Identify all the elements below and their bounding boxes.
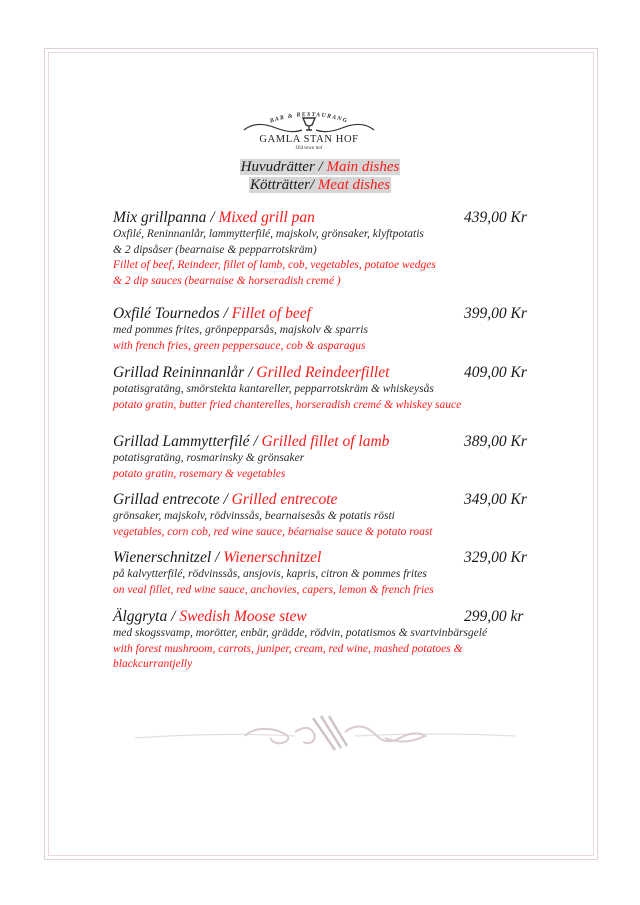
- heading-main-en: Main dishes: [326, 159, 400, 175]
- dish-name-en: Grilled fillet of lamb: [261, 433, 390, 450]
- logo-top-text: BAR & RESTAURANG: [269, 111, 349, 125]
- heading-meat-sv: Kötträtter/: [249, 177, 318, 193]
- dish-description-en: with forest mushroom, carrots, juniper, cream, red wine, mashed potatoes &: [113, 642, 463, 655]
- dish-name-en: Grilled Reindeerfillet: [256, 364, 390, 381]
- dish-description-en: potato gratin, butter fried chanterelles, horseradish cremé & whiskey sauce: [113, 398, 462, 411]
- dish-description-en: Fillet of beef, Reindeer, fillet of lamb, cob, vegetables, potatoe wedges: [113, 259, 436, 271]
- dish-name-sv: Mix grillpanna /: [113, 209, 219, 226]
- dish-description-sv: & 2 dipsåser (bearnaise & pepparrotskräm): [113, 243, 317, 256]
- dish-description-en: vegetables, corn cob, red wine sauce, béarnaise sauce & potato roast: [113, 525, 433, 538]
- dish-name-sv: Oxfilé Tournedos /: [113, 305, 232, 322]
- dish-description-en: & 2 dip sauces (bearnaise & horseradish cremé ): [113, 274, 341, 287]
- dish-name-sv: Wienerschnitzel /: [113, 549, 224, 566]
- dish-name-en: Fillet of beef: [231, 305, 311, 322]
- logo-subtitle: Old town hof: [295, 146, 323, 151]
- menu-item: [113, 209, 533, 289]
- dish-description-sv: med pommes frites, grönpepparsås, majskolv & sparris: [113, 324, 368, 336]
- dish-name-sv: Grillad Reininnanlår /: [113, 364, 257, 381]
- menu-item: [113, 364, 533, 413]
- dish-description-en: with french fries, green peppersauce, cob & asparagus: [113, 339, 366, 352]
- dish-description-sv: potatisgratäng, rosmarinsky & grönsaker: [113, 452, 305, 464]
- menu-item: [113, 491, 533, 540]
- dish-name-sv: Grillad Lammytterfilé /: [113, 433, 262, 450]
- restaurant-logo: [236, 108, 382, 154]
- dish-name-en: Swedish Moose stew: [179, 608, 307, 625]
- logo-name: GAMLA STAN HOF: [259, 134, 359, 145]
- dish-name-sv: Älggryta /: [113, 608, 180, 625]
- dish-price: 299,00 kr: [464, 608, 524, 625]
- menu-item: [113, 433, 533, 482]
- menu-item: [113, 549, 533, 598]
- dish-description-sv: på kalvytterfilé, rödvinssås, ansjovis, kapris, citron & pommes frites: [113, 568, 427, 580]
- dish-name-en: Mixed grill pan: [218, 209, 315, 226]
- dish-price: 409,00 Kr: [464, 364, 527, 381]
- menu-item: [113, 608, 533, 673]
- dish-description-en: on veal fillet, red wine sauce, anchovies, capers, lemon & french fries: [113, 583, 434, 596]
- dish-description-sv: potatisgratäng, smörstekta kantareller, pepparrotskräm & whiskeysås: [113, 383, 434, 395]
- section-heading-meat: [0, 176, 640, 194]
- dish-price: 329,00 Kr: [464, 549, 527, 566]
- dish-description-sv: med skogssvamp, morötter, enbär, grädde, rödvin, potatismos & svartvinbärsgelé: [113, 627, 488, 639]
- dish-price: 349,00 Kr: [464, 491, 527, 508]
- dish-price: 439,00 Kr: [464, 209, 527, 226]
- dish-price: 389,00 Kr: [464, 433, 527, 450]
- dish-description-sv: Oxfilé, Reninnanlår, lammytterfilé, majskolv, grönsaker, klyftpotatis: [113, 228, 424, 240]
- dish-name-sv: Grillad entrecote /: [113, 491, 232, 508]
- heading-meat-en: Meat dishes: [317, 177, 390, 193]
- dish-description-en: potato gratin, rosemary & vegetables: [113, 467, 286, 480]
- dish-description-en: blackcurrantjelly: [113, 658, 193, 670]
- section-heading-main: [0, 158, 640, 176]
- menu-item: [113, 305, 533, 354]
- dish-name-en: Wienerschnitzel: [223, 549, 322, 566]
- decorative-flourish: [135, 712, 515, 756]
- dish-description-sv: grönsaker, majskolv, rödvinssås, bearnaisesås & potatis rösti: [113, 510, 395, 522]
- dish-name-en: Grilled entrecote: [231, 491, 338, 508]
- heading-main-sv: Huvudrätter /: [240, 159, 327, 175]
- dish-price: 399,00 Kr: [464, 305, 527, 322]
